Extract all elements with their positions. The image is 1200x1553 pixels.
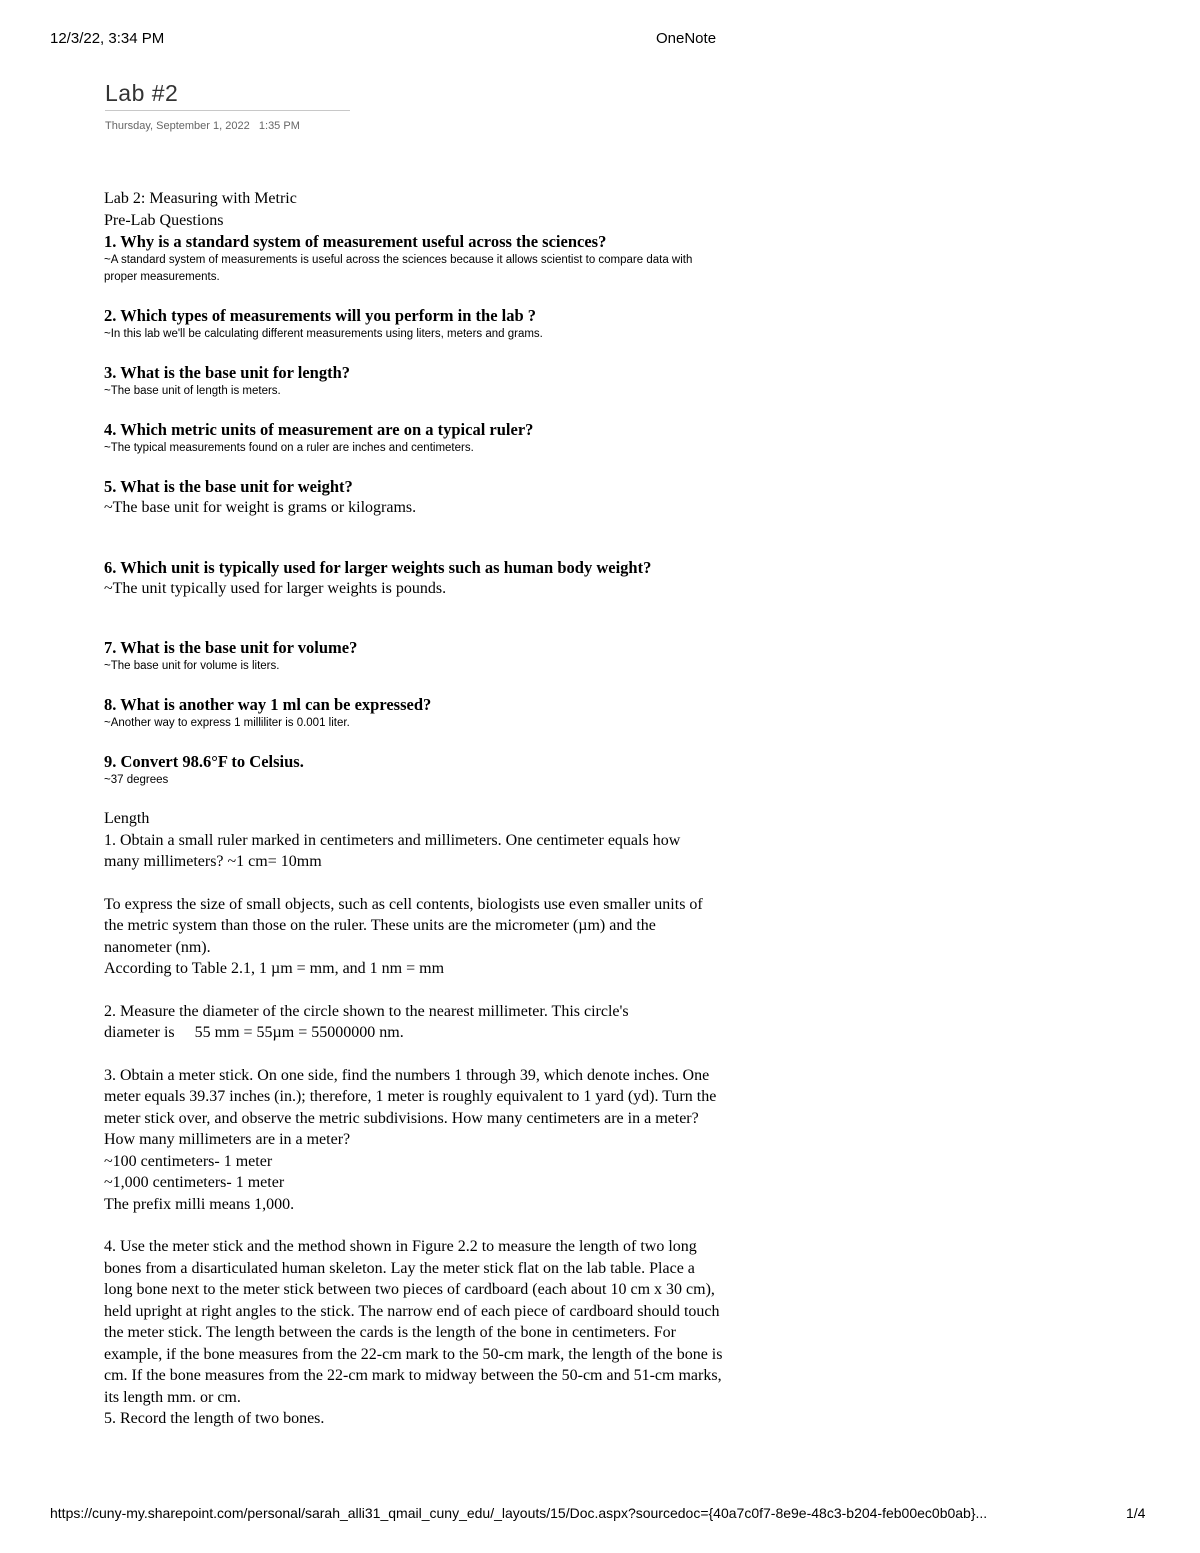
question-6: 6. Which unit is typically used for larger weights such as human body weight?: [104, 557, 652, 577]
answer-4: ~The typical measurements found on a ruler are inches and centimeters.: [104, 442, 474, 454]
length-step-3: 3. Obtain a meter stick. On one side, find the numbers 1 through 39, which denote inches. One meter equals 39.37 inches (in.); therefore, 1 meter is roughly equivalent to 1 yard (yd). Turn the meter stick over, and observe the metric subdivisions. How many centimeters are in a meter? How many millimeters are in a meter?: [104, 1066, 717, 1148]
question-8: 8. What is another way 1 ml can be expressed?: [104, 695, 432, 714]
question-2: 2. Which types of measurements will you perform in the lab ?: [104, 306, 537, 325]
answer-5: ~The base unit for weight is grams or kilograms.: [104, 499, 417, 516]
question-5: 5. What is the base unit for weight?: [104, 477, 353, 496]
small-units-paragraph: To express the size of small objects, such as cell contents, biologists use even smaller units of the metric system than those on the ruler. These units are the micrometer (µm) and the nanometer (nm).: [104, 895, 703, 956]
step-3-prefix: The prefix milli means 1,000.: [104, 1195, 295, 1213]
answer-1: ~A standard system of measurements is useful across the sciences because it allows scientist to compare data with proper measurements.: [104, 254, 693, 283]
length-step-4: 4. Use the meter stick and the method shown in Figure 2.2 to measure the length of two long bones from a disarticulated human skeleton. Lay the meter stick flat on the lab table. Place a long bone next to the meter stick between two pieces of cardboard (each about 10 cm x 30 cm), held upright at right angles to the stick. The narrow end of each piece of cardboard should touch the meter stick. The length between the cards is the length of the bone in centimeters. For example, if the bone measures from the 22-cm mark to the 50-cm mark, the length of the bone is cm. If the bone measures from the 22-cm mark to midway between the 50-cm and 51-cm marks, its length mm. or cm.: [104, 1238, 723, 1406]
question-1: 1. Why is a standard system of measurement useful across the sciences?: [104, 232, 607, 251]
print-url: https://cuny-my.sharepoint.com/personal/sarah_alli31_qmail_cuny_edu/_layouts/15/Doc.aspx?sourcedoc={40a7c0f7-8e9e-48c3-b204-feb00ec0b0ab}...: [50, 1505, 988, 1521]
question-3: 3. What is the base unit for length?: [104, 363, 351, 382]
print-footer: [50, 1505, 1150, 1525]
prelab-subheading: Pre-Lab Questions: [104, 211, 224, 229]
table-conversion: According to Table 2.1, 1 µm = mm, and 1 nm = mm: [104, 960, 445, 977]
question-9: 9. Convert 98.6°F to Celsius.: [104, 752, 304, 771]
answer-3: ~The base unit of length is meters.: [104, 385, 281, 397]
answer-6: ~The unit typically used for larger weights is pounds.: [104, 579, 447, 597]
page-date-time: 1:35 PM: [258, 120, 300, 132]
print-header: [50, 30, 1150, 50]
answer-8: ~Another way to express 1 milliliter is 0.001 liter.: [104, 717, 350, 729]
answer-7: ~The base unit for volume is liters.: [104, 660, 280, 672]
length-heading: Length: [104, 810, 150, 827]
length-step-5: 5. Record the length of two bones.: [104, 1410, 325, 1427]
page-date: [105, 120, 300, 132]
lab-heading: Lab 2: Measuring with Metric: [104, 190, 297, 207]
page-title[interactable]: Lab #2: [105, 80, 350, 111]
print-datetime: 12/3/22, 3:34 PM: [50, 30, 165, 47]
length-step-1: 1. Obtain a small ruler marked in centimeters and millimeters. One centimeter equals how many millimeters? ~1 cm= 10mm: [104, 831, 681, 870]
question-4: 4. Which metric units of measurement are on a typical ruler?: [104, 420, 534, 439]
page-date-day: Thursday, September 1, 2022: [105, 120, 250, 132]
step-3-answer-2: ~1,000 centimeters- 1 meter: [104, 1174, 285, 1191]
question-7: 7. What is the base unit for volume?: [104, 638, 358, 657]
print-app-name: OneNote: [656, 30, 717, 47]
step-3-answer-1: ~100 centimeters- 1 meter: [104, 1152, 273, 1170]
print-page-number: 1/4: [1126, 1505, 1146, 1521]
length-step-2: 2. Measure the diameter of the circle shown to the nearest millimeter. This circle's diameter is 55 mm = 55µm = 55000000 nm.: [104, 1002, 633, 1041]
answer-2: ~In this lab we'll be calculating different measurements using liters, meters and grams.: [104, 328, 543, 340]
note-content[interactable]: [104, 188, 724, 1430]
answer-9: ~37 degrees: [104, 774, 169, 786]
